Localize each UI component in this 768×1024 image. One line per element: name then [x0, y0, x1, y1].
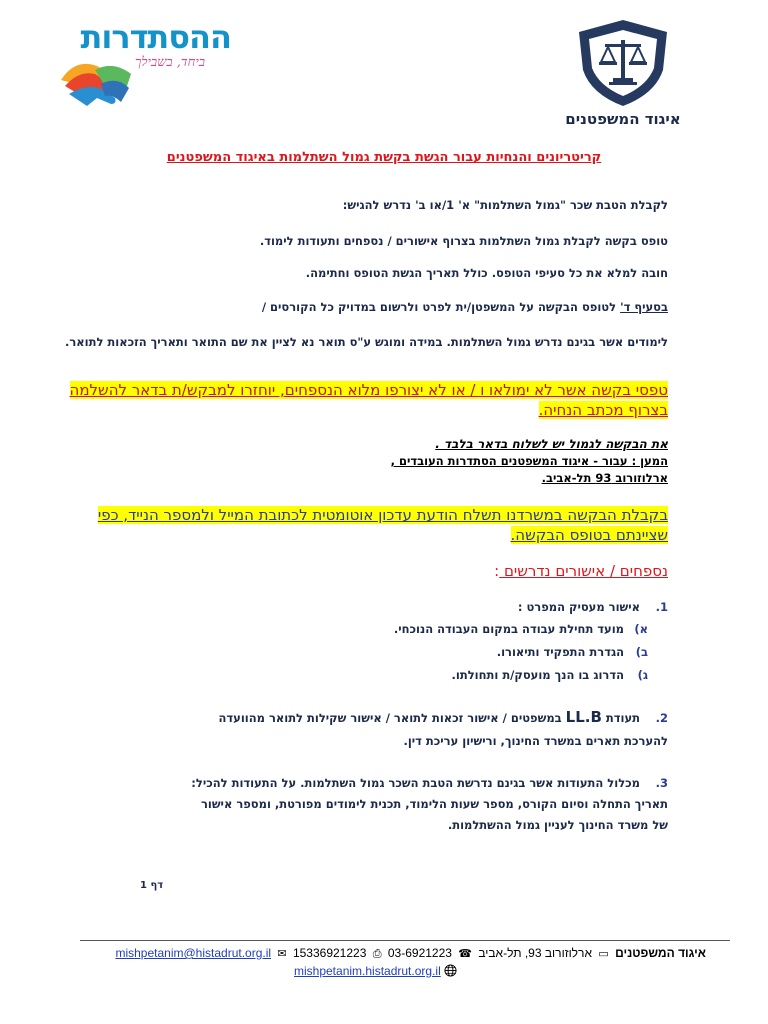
list-subitem-a: א)מועד תחילת עבודה במקום העבודה הנוכחי.: [393, 622, 648, 636]
footer-address: ארלוזורוב 93, תל-אביב: [478, 946, 592, 960]
footer-website-line: [294, 964, 457, 978]
footer-contact-line: [115, 946, 706, 961]
jurists-association-logo: [548, 18, 698, 130]
intro-paragraph-4-text: לטופס הבקשה על המשפטן/ית לפרט ולרשום במדויק כל הקורסים /: [261, 300, 621, 314]
histadrut-logo: [55, 18, 235, 118]
intro-paragraph-4: [58, 296, 668, 318]
page-number: דף 1: [140, 880, 164, 891]
shield-scales-icon: [575, 18, 671, 108]
page-title: קריטריונים והנחיות עבור הגשת בקשת גמול השתלמות באיגוד המשפטנים: [166, 150, 602, 165]
list-item-course-certificates-line-2: תאריך התחלה וסיום הקורס, מספר שעות הלימוד, תכנית לימודים מפורטת, ומספר אישור: [200, 797, 668, 811]
mailing-address-line-1: המען : עבור - איגוד המשפטנים הסתדרות העובדים ,: [390, 454, 668, 468]
footer-org-name: איגוד המשפטנים: [615, 946, 706, 960]
jurists-association-name: איגוד המשפטנים: [565, 110, 681, 128]
list-item-degree-certificate: 2.תעודת LL.B במשפטים / אישור זכאות לתואר / אישור שקילות לתואר מהוועדה: [218, 708, 668, 726]
list-item-course-certificates-line-3: של משרד החינוך לעניין גמול ההשתלמות.: [447, 818, 668, 832]
mailbox-icon: ▭: [598, 948, 609, 960]
intro-paragraph-3: חובה למלא את כל סעיפי הטופס. כולל תאריך הגשת הטופס וחתימה.: [305, 266, 668, 280]
histadrut-logo-tagline: ביחד, בשבילך: [135, 55, 205, 70]
send-by-mail-instruction: את הבקשה לגמול יש לשלוח בדאר בלבד .: [435, 437, 668, 451]
globe-icon: [444, 964, 457, 977]
footer-divider: [80, 940, 730, 941]
footer-website-link[interactable]: mishpetanim.histadrut.org.il: [294, 964, 441, 978]
intro-paragraph-2: טופס בקשה לקבלת גמול השתלמות בצרוף אישורים / נספחים ותעודות לימוד.: [259, 234, 668, 248]
list-item-degree-certificate-line-2: להערכת תארים במשרד החינוך, ורישיון עריכת דין.: [403, 734, 668, 748]
footer-email-link[interactable]: mishpetanim@histadrut.org.il: [115, 946, 272, 960]
list-item-course-certificates: 3.מכלול התעודות אשר בגינם נדרשת הטבת השכר גמול השתלמות. על התעודות להכיל:: [191, 776, 668, 790]
auto-confirmation-notice: [58, 505, 668, 545]
intro-paragraph-5: לימודים אשר בגינם נדרש גמול השתלמות. במידה ומוגש ע"ס תואר נא לציין את שם התואר ותאריך הזכאות לתואר.: [64, 335, 668, 349]
section-d-reference: בסעיף ד': [620, 300, 668, 314]
intro-paragraph-1: לקבלת הטבת שכר "גמול השתלמות" א' 1/או ב' נדרש להגיש:: [342, 198, 668, 212]
footer-fax: 15336921223: [292, 946, 367, 960]
incomplete-forms-warning: [58, 380, 668, 420]
required-attachments-heading: נספחים / אישורים נדרשים :: [494, 562, 668, 580]
fax-icon: ⎙: [372, 948, 382, 960]
histadrut-logo-text: ההסתדרות: [80, 18, 231, 56]
auto-confirmation-notice-text: בקבלת הבקשה במשרדנו תשלח הודעת עדכון אוטומטית לכתובת המייל ולמספר הנייד, כפי שציינתם בטופס הבקשה.: [97, 506, 668, 544]
list-subitem-b: ב)הגדרת התפקיד ותיאורו.: [496, 645, 648, 659]
footer-phone: 03-6921223: [387, 946, 452, 960]
email-icon: ✉: [277, 948, 287, 960]
incomplete-forms-warning-text: טפסי בקשה אשר לא ימולאו ו / או לא יצורפו מלוא הנספחים, יוחזרו למבקש/ת בדאר להשלמה בצרוף מכתב הנחיה.: [69, 381, 668, 419]
list-subitem-c: ג)הדרוג בו הנך מועסק/ת ותחולתו.: [451, 668, 648, 682]
list-item-employer-confirmation: 1.אישור מעסיק המפרט :: [517, 600, 668, 614]
phone-icon: ☎: [458, 948, 472, 960]
handshake-icon: [55, 40, 135, 112]
mailing-address-line-2: ארלוזורוב 93 תל-אביב.: [541, 471, 668, 485]
